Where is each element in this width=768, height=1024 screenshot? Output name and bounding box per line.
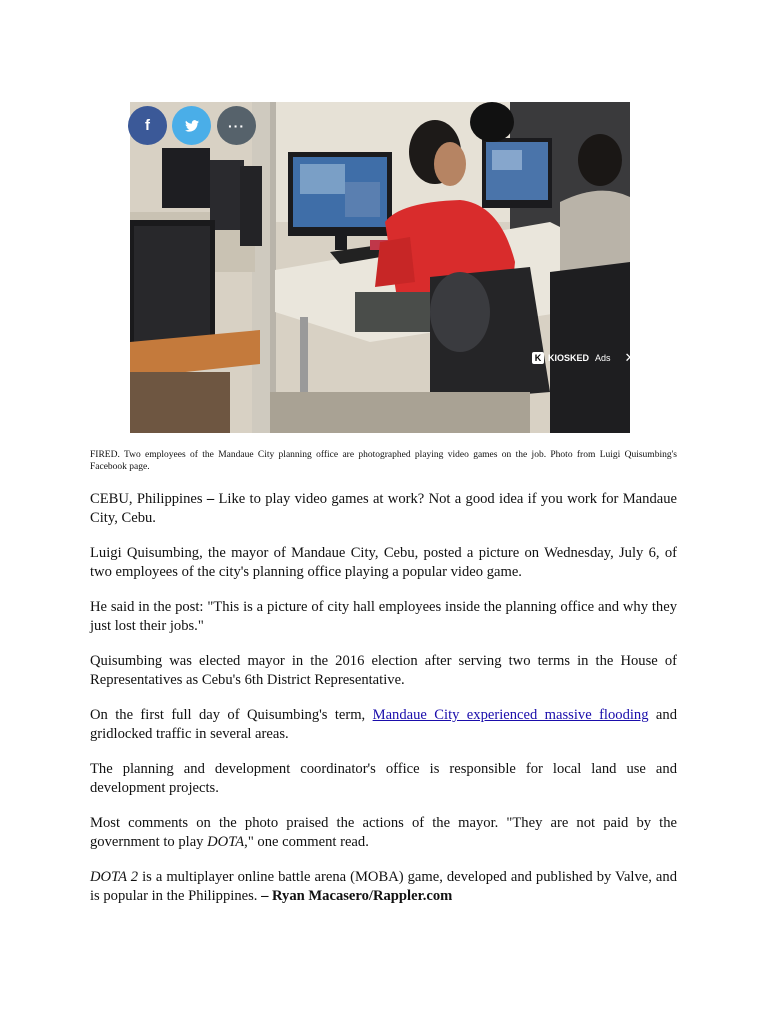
kiosked-brand: KIOSKED: [548, 353, 590, 363]
facebook-share-button[interactable]: [128, 106, 167, 145]
paragraph-8-text: is a multiplayer online battle arena (MOBA) game, developed and published by Valve, and is popular in the Philippines.: [90, 869, 677, 904]
twitter-icon: [185, 120, 199, 132]
author-byline: – Ryan Macasero/Rappler.com: [261, 887, 453, 904]
ads-label: Ads: [595, 353, 611, 363]
paragraph-8: [90, 868, 677, 905]
paragraph-4: Quisumbing was elected mayor in the 2016 election after serving two terms in the House of Representatives as Cebu's 6th District Representative.: [90, 653, 677, 688]
paragraph-7-after: ," one comment read.: [244, 833, 369, 850]
paragraph-1: [90, 490, 677, 527]
ad-close-icon[interactable]: ✕: [624, 350, 636, 365]
office-gaming-photo: [130, 102, 630, 433]
paragraph-3: He said in the post: "This is a picture of city hall employees inside the planning office and why they just lost their jobs.": [90, 599, 677, 634]
paragraph-5-before: On the first full day of Quisumbing's term,: [90, 707, 373, 723]
more-icon: ···: [228, 117, 245, 134]
paragraph-6: The planning and development coordinator's office is responsible for local land use and development projects.: [90, 761, 677, 796]
photo-caption: FIRED. Two employees of the Mandaue City planning office are photographed playing video games on the job. Photo from Luigi Quisumbing's Facebook page.: [90, 450, 677, 472]
paragraph-7-before: Most comments on the photo praised the actions of the mayor. "They are not paid by the government to play: [90, 815, 677, 850]
flooding-link[interactable]: Mandaue City experienced massive flooding: [372, 707, 649, 723]
more-share-button[interactable]: [217, 106, 256, 145]
article-body: [90, 490, 677, 922]
paragraph-5-after: and gridlocked traffic in several areas.: [90, 707, 677, 742]
dota2-title: DOTA 2: [90, 869, 139, 885]
dota-mention: DOTA: [207, 833, 245, 850]
dateline: CEBU, Philippines: [90, 491, 203, 507]
kiosked-ad-bar: [532, 350, 635, 366]
paragraph-5: [90, 706, 677, 743]
kiosked-logo-icon: K: [532, 352, 544, 364]
twitter-share-button[interactable]: [172, 106, 211, 145]
paragraph-7: [90, 814, 677, 851]
dateline-dash: –: [202, 491, 219, 507]
article-photo: [130, 102, 636, 433]
facebook-icon: f: [145, 117, 150, 134]
paragraph-1-text: Like to play video games at work? Not a good idea if you work for Mandaue City, Cebu.: [90, 491, 677, 526]
paragraph-2: Luigi Quisumbing, the mayor of Mandaue City, Cebu, posted a picture on Wednesday, July 6, of two employees of the city's planning office playing a popular video game.: [90, 545, 677, 580]
